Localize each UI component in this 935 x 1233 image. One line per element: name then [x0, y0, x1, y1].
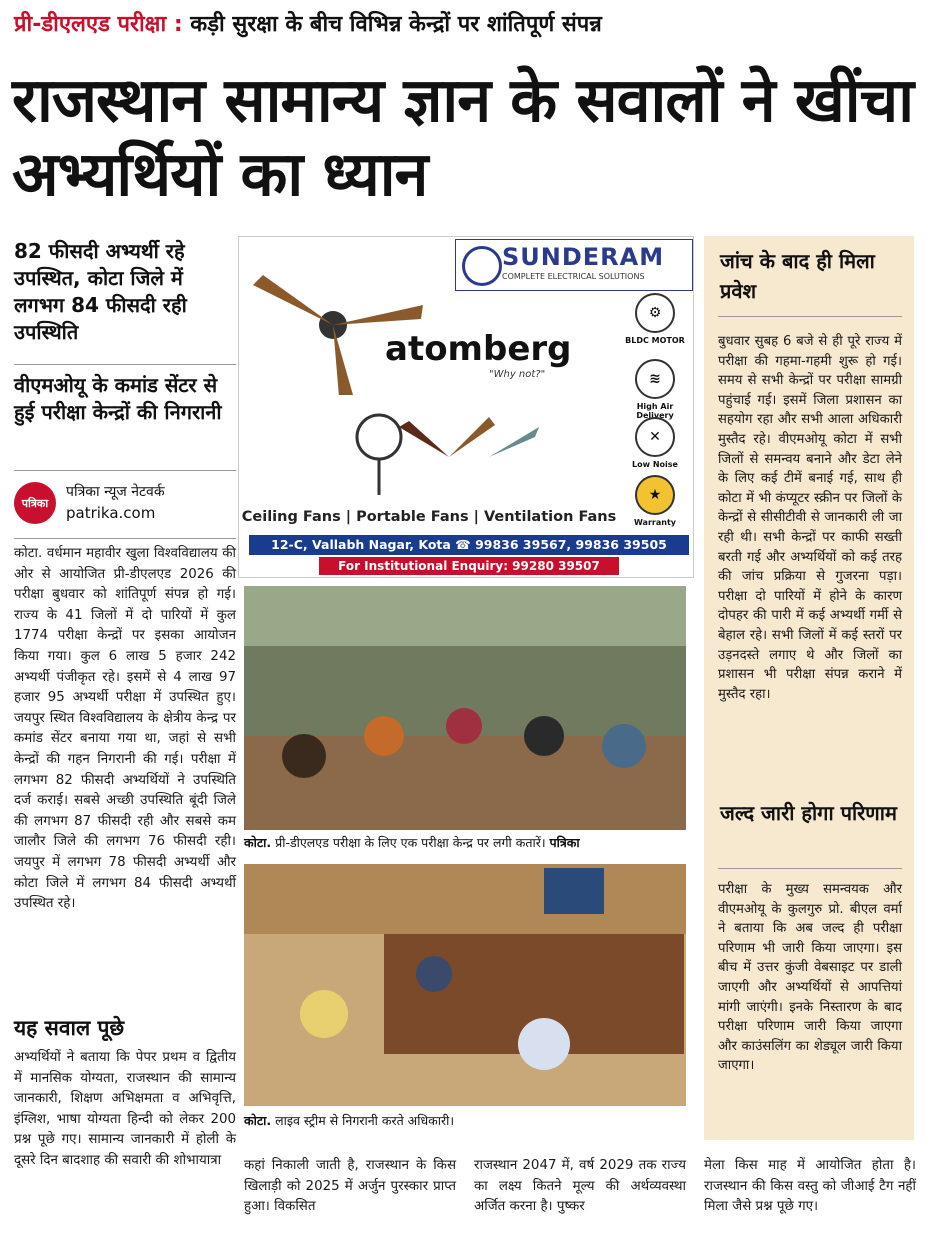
- feature-label: Warranty: [634, 518, 676, 527]
- article-body-1: कोटा. वर्धमान महावीर खुला विश्वविद्यालय की ओर से आयोजित प्री-डीएलएड 2026 की परीक्षा बुधवार को शांतिपूर्ण संपन्न हो गई। राज्य के 41 जिलों में दो पारियों में कुल 1774 परीक्षा केन्द्रों पर इसका आयोजन किया गया। कुल 6 लाख 5 हजार 242 अभ्यर्थी पंजीकृत रहे। इसमें से 4 लाख 97 हजार 95 अभ्यर्थी परीक्षा में उपस्थित हुए। जयपुर स्थित विश्वविद्यालय के क्षेत्रीय केन्द्र पर कमांड सेंटर बनाया गया था, जहां से सभी केन्द्रों की गहन निगरानी की गई। परीक्षा में लगभग 82 फीसदी अभ्यर्थियों ने उपस्थिति दर्ज कराई। सबसे अच्छी उपस्थिति बूंदी जिले की लगभग 87 फीसदी रही और सबसे कम जालौर जिले की लगभग 76 फीसदी रही। जयपुर में लगभग 78 फीसदी अभ्यर्थी और कोटा जिले में लगभग 84 फीसदी अभ्यर्थी उपस्थित रहे।: [14, 546, 236, 912]
- divider: [718, 316, 902, 317]
- article-bottom-col-3: मेला किस माह में आयोजित होता है। राजस्थान की किस वस्तु को जीआई टैग नहीं मिला जैसे प्रश्न पूछे गए।: [704, 1158, 916, 1215]
- motor-icon: ⚙: [635, 293, 675, 333]
- patrika-logo: पत्रिका: [14, 482, 56, 524]
- sidebar-heading-entry: जांच के बाद ही मिला प्रवेश: [720, 249, 875, 303]
- photo-queue: [244, 586, 686, 830]
- photo-queue-caption: [244, 834, 580, 851]
- article-bottom-col-2: राजस्थान 2047 में, वर्ष 2029 तक राज्य का लक्ष्य कितने मूल्य की अर्थव्यवस्था अर्जित करना है। पुष्कर: [474, 1158, 686, 1215]
- sidebar: [704, 236, 914, 1140]
- byline-name: पत्रिका न्यूज नेटवर्क: [66, 484, 165, 500]
- byline-site: patrika.com: [66, 504, 156, 522]
- fans-illustration: [339, 387, 539, 497]
- caption-text: प्री-डीएलएड परीक्षा के लिए एक परीक्षा केन्द्र पर लगी कतारें।: [275, 835, 546, 850]
- mute-icon: ✕: [635, 417, 675, 457]
- deck-secondary: वीएमओयू के कमांड सेंटर से हुई परीक्षा केन्द्रों की निगरानी: [14, 373, 222, 424]
- advertisement: [238, 236, 694, 578]
- sidebar-heading-result: जल्द जारी होगा परिणाम: [720, 801, 897, 825]
- kicker-text: कड़ी सुरक्षा के बीच विभिन्न केन्द्रों पर शांतिपूर्ण संपन्न: [190, 12, 602, 37]
- feature-noise: [623, 417, 687, 469]
- wind-icon: ≋: [635, 359, 675, 399]
- warranty-icon: ★: [635, 475, 675, 515]
- headline: राजस्थान सामान्य ज्ञान के सवालों ने खींचा अभ्यर्थियों का ध्यान: [12, 65, 914, 210]
- feature-bldc: [623, 293, 687, 345]
- divider: [718, 868, 902, 869]
- ad-contact: 12-C, Vallabh Nagar, Kota ☎ 99836 39567, 99836 39505: [249, 535, 689, 555]
- ad-enquiry: For Institutional Enquiry: 99280 39507: [319, 557, 619, 575]
- atomberg-tagline: "Why not?": [489, 369, 546, 380]
- feature-air: [623, 359, 687, 420]
- article-body-2: अभ्यर्थियों ने बताया कि पेपर प्रथम व द्वितीय में मानसिक योग्यता, राजस्थान की सामान्य जानकारी, शिक्षण अभिक्षमता व अभिवृत्ति, इंग्लिश, भाषा योग्यता हिन्दी को लेकर 200 प्रश्न पूछे गए। सामान्य जानकारी में होली के दूसरे दिन बादशाह की सवारी की शोभायात्रा: [14, 1050, 236, 1168]
- caption-place: कोटा.: [244, 1113, 272, 1128]
- feature-label: Low Noise: [632, 460, 678, 469]
- caption-credit: पत्रिका: [549, 835, 580, 850]
- kicker-label: प्री-डीएलएड परीक्षा :: [14, 12, 183, 37]
- divider: [14, 470, 236, 471]
- feature-label: BLDC MOTOR: [625, 336, 685, 345]
- fan-illustration: [243, 245, 453, 395]
- photo-monitoring-caption: [244, 1112, 454, 1129]
- photo-monitoring: [244, 864, 686, 1106]
- sunderam-name: SUNDERAM: [502, 243, 665, 271]
- article-bottom-col-1: कहां निकाली जाती है, राजस्थान के किस खिलाड़ी को 2025 में अर्जुन पुरस्कार प्राप्त हुआ। विकसित: [244, 1158, 456, 1215]
- sidebar-text-entry: बुधवार सुबह 6 बजे से ही पूरे राज्य में परीक्षा की गहमा-गहमी शुरू हो गई। समय से सभी केन्द्रों पर परीक्षा सामग्री पहुंचाई गई। इसमें जिला प्रशासन का सहयोग रहा और सभी आला अधिकारी मुस्तैद रहे। वीएमओयू कोटा में सभी जिलों से समन्वय बनाने और डेटा लेने के लिए कई टीमें बनाई गई, साथ ही कोटा में भी कंप्यूटर स्क्रीन पर जिलों के केन्द्रों से सीसीटीवी से जानकारी ली जा रही थी। सभी केन्द्रों पर काफी सख्ती बरती गई और अभ्यर्थियों को कई तरह की जांच प्रक्रिया से गुजरना पड़ा। परीक्षा दो पारियों में होने के कारण दोपहर की पारी में कई अभ्यर्थी गर्मी से बेहाल रहे। सभी जिलों में कई स्तरों पर उड़नदस्ते लगाए थे और जिलों का प्रशासन भी परीक्षा संपन्न कराने में मुस्तैद रहा।: [718, 334, 902, 702]
- sunderam-brand: [455, 239, 693, 291]
- atomberg-logo: atomberg: [385, 329, 572, 369]
- sunderam-logo-icon: [462, 246, 502, 286]
- sunderam-tagline: COMPLETE ELECTRICAL SOLUTIONS: [502, 272, 645, 281]
- kicker: [14, 8, 602, 38]
- ad-products: Ceiling Fans | Portable Fans | Ventilation Fans: [241, 509, 617, 525]
- caption-text: लाइव स्ट्रीम से निगरानी करते अधिकारी।: [275, 1113, 455, 1128]
- deck-primary: 82 फीसदी अभ्यर्थी रहे उपस्थित, कोटा जिले में लगभग 84 फीसदी रही उपस्थिति: [14, 239, 187, 344]
- divider: [14, 364, 236, 365]
- subhead-questions: यह सवाल पूछे: [14, 1016, 125, 1040]
- byline: [14, 478, 236, 532]
- feature-warranty: [623, 475, 687, 527]
- caption-place: कोटा.: [244, 835, 272, 850]
- divider: [14, 538, 236, 539]
- sidebar-text-result: परीक्षा के मुख्य समन्वयक और वीएमओयू के कुलगुरु प्रो. बीएल वर्मा ने बताया कि अब जल्द ही परीक्षा परिणाम भी जारी किया जाएगा। इस बीच में उत्तर कुंजी वेबसाइट पर डाली जाएगी और अभ्यर्थियों से आपत्तियां मांगी जाएंगी। इनके निस्तारण के बाद परीक्षा परिणाम जारी किया जाएगा और काउंसलिंग का शेड्यूल जारी किया जाएगा।: [718, 882, 902, 1074]
- feature-label: High Air Delivery: [636, 402, 674, 420]
- crowd-photo: [244, 586, 686, 830]
- meeting-photo: [244, 864, 686, 1106]
